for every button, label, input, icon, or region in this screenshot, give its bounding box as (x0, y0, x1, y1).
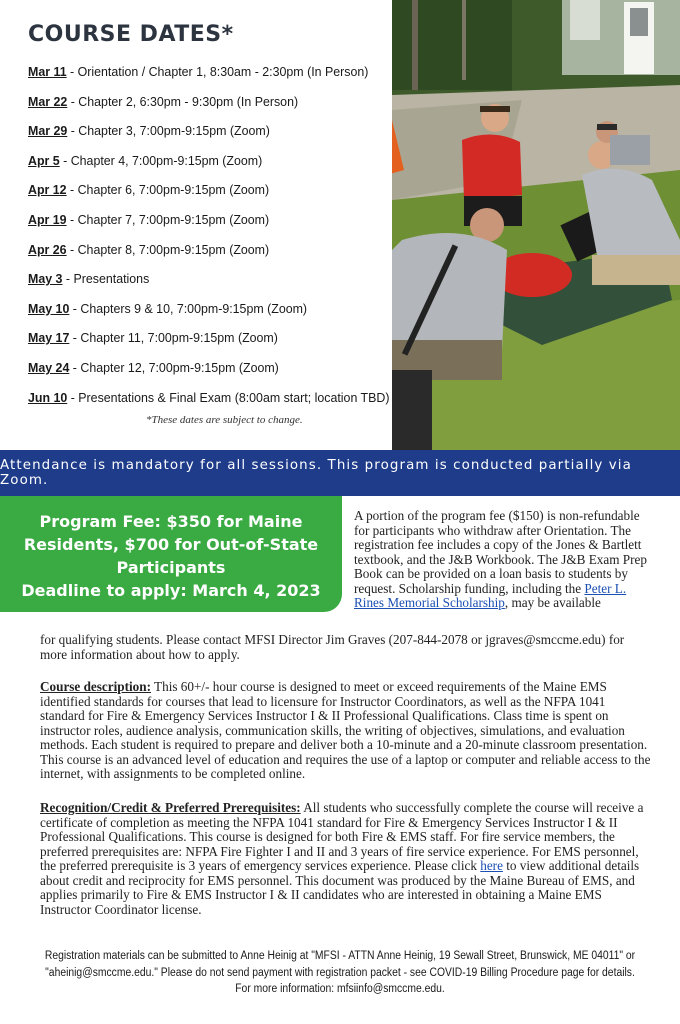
course-dates-list (28, 57, 392, 412)
date-description: - Chapter 7, 7:00pm-9:15pm (Zoom) (66, 211, 270, 227)
date-description: - Chapter 12, 7:00pm-9:15pm (Zoom) (69, 359, 279, 375)
training-photo-illustration (392, 0, 680, 450)
deadline-line: Deadline to apply: March 4, 2023 (21, 581, 321, 600)
date-item (28, 57, 370, 87)
fee-note (354, 509, 654, 611)
footer-contact: For more information: mfsiinfo@smccme.edu. (235, 983, 445, 995)
date-item (28, 87, 370, 117)
footer-line: Registration materials can be submitted to Anne Heinig at "MFSI - ATTN Anne Heinig, 19 Sewall Street, Brunswick, ME 04011" or (44, 950, 636, 962)
attendance-banner: Attendance is mandatory for all sessions. This program is conducted partially via Zoom. (0, 450, 680, 496)
fee-note-continued: for qualifying students. Please contact MFSI Director Jim Graves (207-844-2078 or jgraves@smccme.edu) for more information about how to apply. (40, 632, 625, 662)
date-description: - Chapters 9 & 10, 7:00pm-9:15pm (Zoom) (69, 300, 308, 316)
date-label: May 10 (28, 300, 70, 316)
date-item (28, 383, 390, 413)
ems-details-link[interactable]: here (480, 858, 503, 873)
fee-line: Residents, $700 for Out-of-State (23, 535, 319, 554)
date-label: Mar 11 (28, 64, 67, 79)
date-label: Apr 19 (28, 211, 67, 227)
date-item (28, 294, 370, 324)
date-item (28, 205, 370, 235)
date-label: Mar 29 (28, 123, 68, 139)
fee-note-text: A portion of the program fee ($150) is non-refundable for participants who withdraw after Orientation. The registration fee includes a copy of the Jones & Bartlett textbook, and the J&B Workbook. The J&B Exam Prep Book can be provided on a loan basis to students by request. Scholarship funding, including the (354, 508, 647, 596)
date-item (28, 353, 370, 383)
recognition-text: All students who successfully complete the course will receive a certificate of completion as meeting the NFPA 1041 standard for Fire & Emergency Services Instructor I & II Professional Qualifications. This course is designed for both Fire & EMS staff. For fire service members, the preferred prerequisites are: NFPA Fire Fighter I and II and 3 years of fire service experience. For EMS personnel, the preferred prerequisite is 3 years of emergency services experience. Please click (40, 800, 644, 873)
date-item (28, 264, 370, 294)
course-dates-title: COURSE DATES* (28, 22, 234, 47)
date-description: - Presentations (62, 271, 150, 287)
date-item (28, 235, 370, 265)
date-label: Jun 10 (28, 389, 68, 405)
fee-note-after: , may be available (504, 595, 601, 610)
date-label: May 24 (28, 359, 70, 375)
date-description: - Chapter 4, 7:00pm-9:15pm (Zoom) (59, 152, 263, 168)
recognition-label: Recognition/Credit & Preferred Prerequisites: (40, 800, 301, 815)
program-fee-box (0, 496, 342, 612)
date-description: - Chapter 2, 6:30pm - 9:30pm (In Person) (67, 93, 299, 109)
training-photo (392, 0, 680, 450)
date-description: - Chapter 3, 7:00pm-9:15pm (Zoom) (67, 123, 270, 139)
date-label: Apr 12 (28, 182, 67, 198)
recognition-section (40, 801, 652, 917)
date-label: Apr 5 (28, 152, 60, 168)
fee-line: Participants (116, 558, 226, 577)
footer-line: "aheinig@smccme.edu." Please do not send payment with registration packet - see COVID-19 Billing Procedure page for details. (45, 966, 635, 979)
date-item (28, 146, 370, 176)
course-description (40, 680, 652, 782)
course-description-label: Course description: (40, 679, 151, 694)
course-description-text: This 60+/- hour course is designed to meet or exceed requirements of the Maine EMS identified standards for courses that lead to licensure for Instructor Coordinators, as well as the NFPA 1041 standard for Fire & Emergency Services Instructor I & II Professional Qualifications. Class time is spent on instructor roles, audience analysis, communication skills, the writing of objectives, simulations, and evaluation methods. Each student is required to prepare and deliver both a 10-minute and a 20-minute classroom presentation. This course is an advanced level of education and requires the use of a laptop or computer and reliable access to the internet, with assignments to be completed online. (40, 679, 651, 781)
date-description: - Chapter 8, 7:00pm-9:15pm (Zoom) (66, 241, 270, 257)
date-item (28, 175, 370, 205)
date-label: May 3 (28, 271, 63, 287)
date-item (28, 116, 370, 146)
registration-footer (0, 948, 680, 998)
date-description: - Orientation / Chapter 1, 8:30am - 2:30pm (In Person) (66, 64, 369, 79)
date-description: - Chapter 11, 7:00pm-9:15pm (Zoom) (69, 330, 278, 346)
course-dates-panel (0, 0, 392, 450)
dates-disclaimer: *These dates are subject to change. (146, 414, 303, 427)
fee-line: Program Fee: $350 for Maine (39, 512, 303, 531)
top-section (0, 0, 680, 450)
recognition-text-after: to view additional details about credit and reciprocity for EMS personnel. This document was produced by the Maine Bureau of EMS, and applies primarily to Fire & EMS Instructor I & II candidates who are interested in obtaining a Maine EMS Instructor Coordinator license. (40, 858, 640, 917)
scholarship-link[interactable]: Peter L. Rines Memorial Scholarship (354, 580, 627, 610)
date-label: May 17 (28, 330, 70, 346)
date-item (28, 323, 370, 353)
date-label: Mar 22 (28, 93, 68, 109)
date-label: Apr 26 (28, 241, 67, 257)
date-description: - Presentations & Final Exam (8:00am start; location TBD) (67, 389, 390, 405)
date-description: - Chapter 6, 7:00pm-9:15pm (Zoom) (66, 182, 270, 198)
